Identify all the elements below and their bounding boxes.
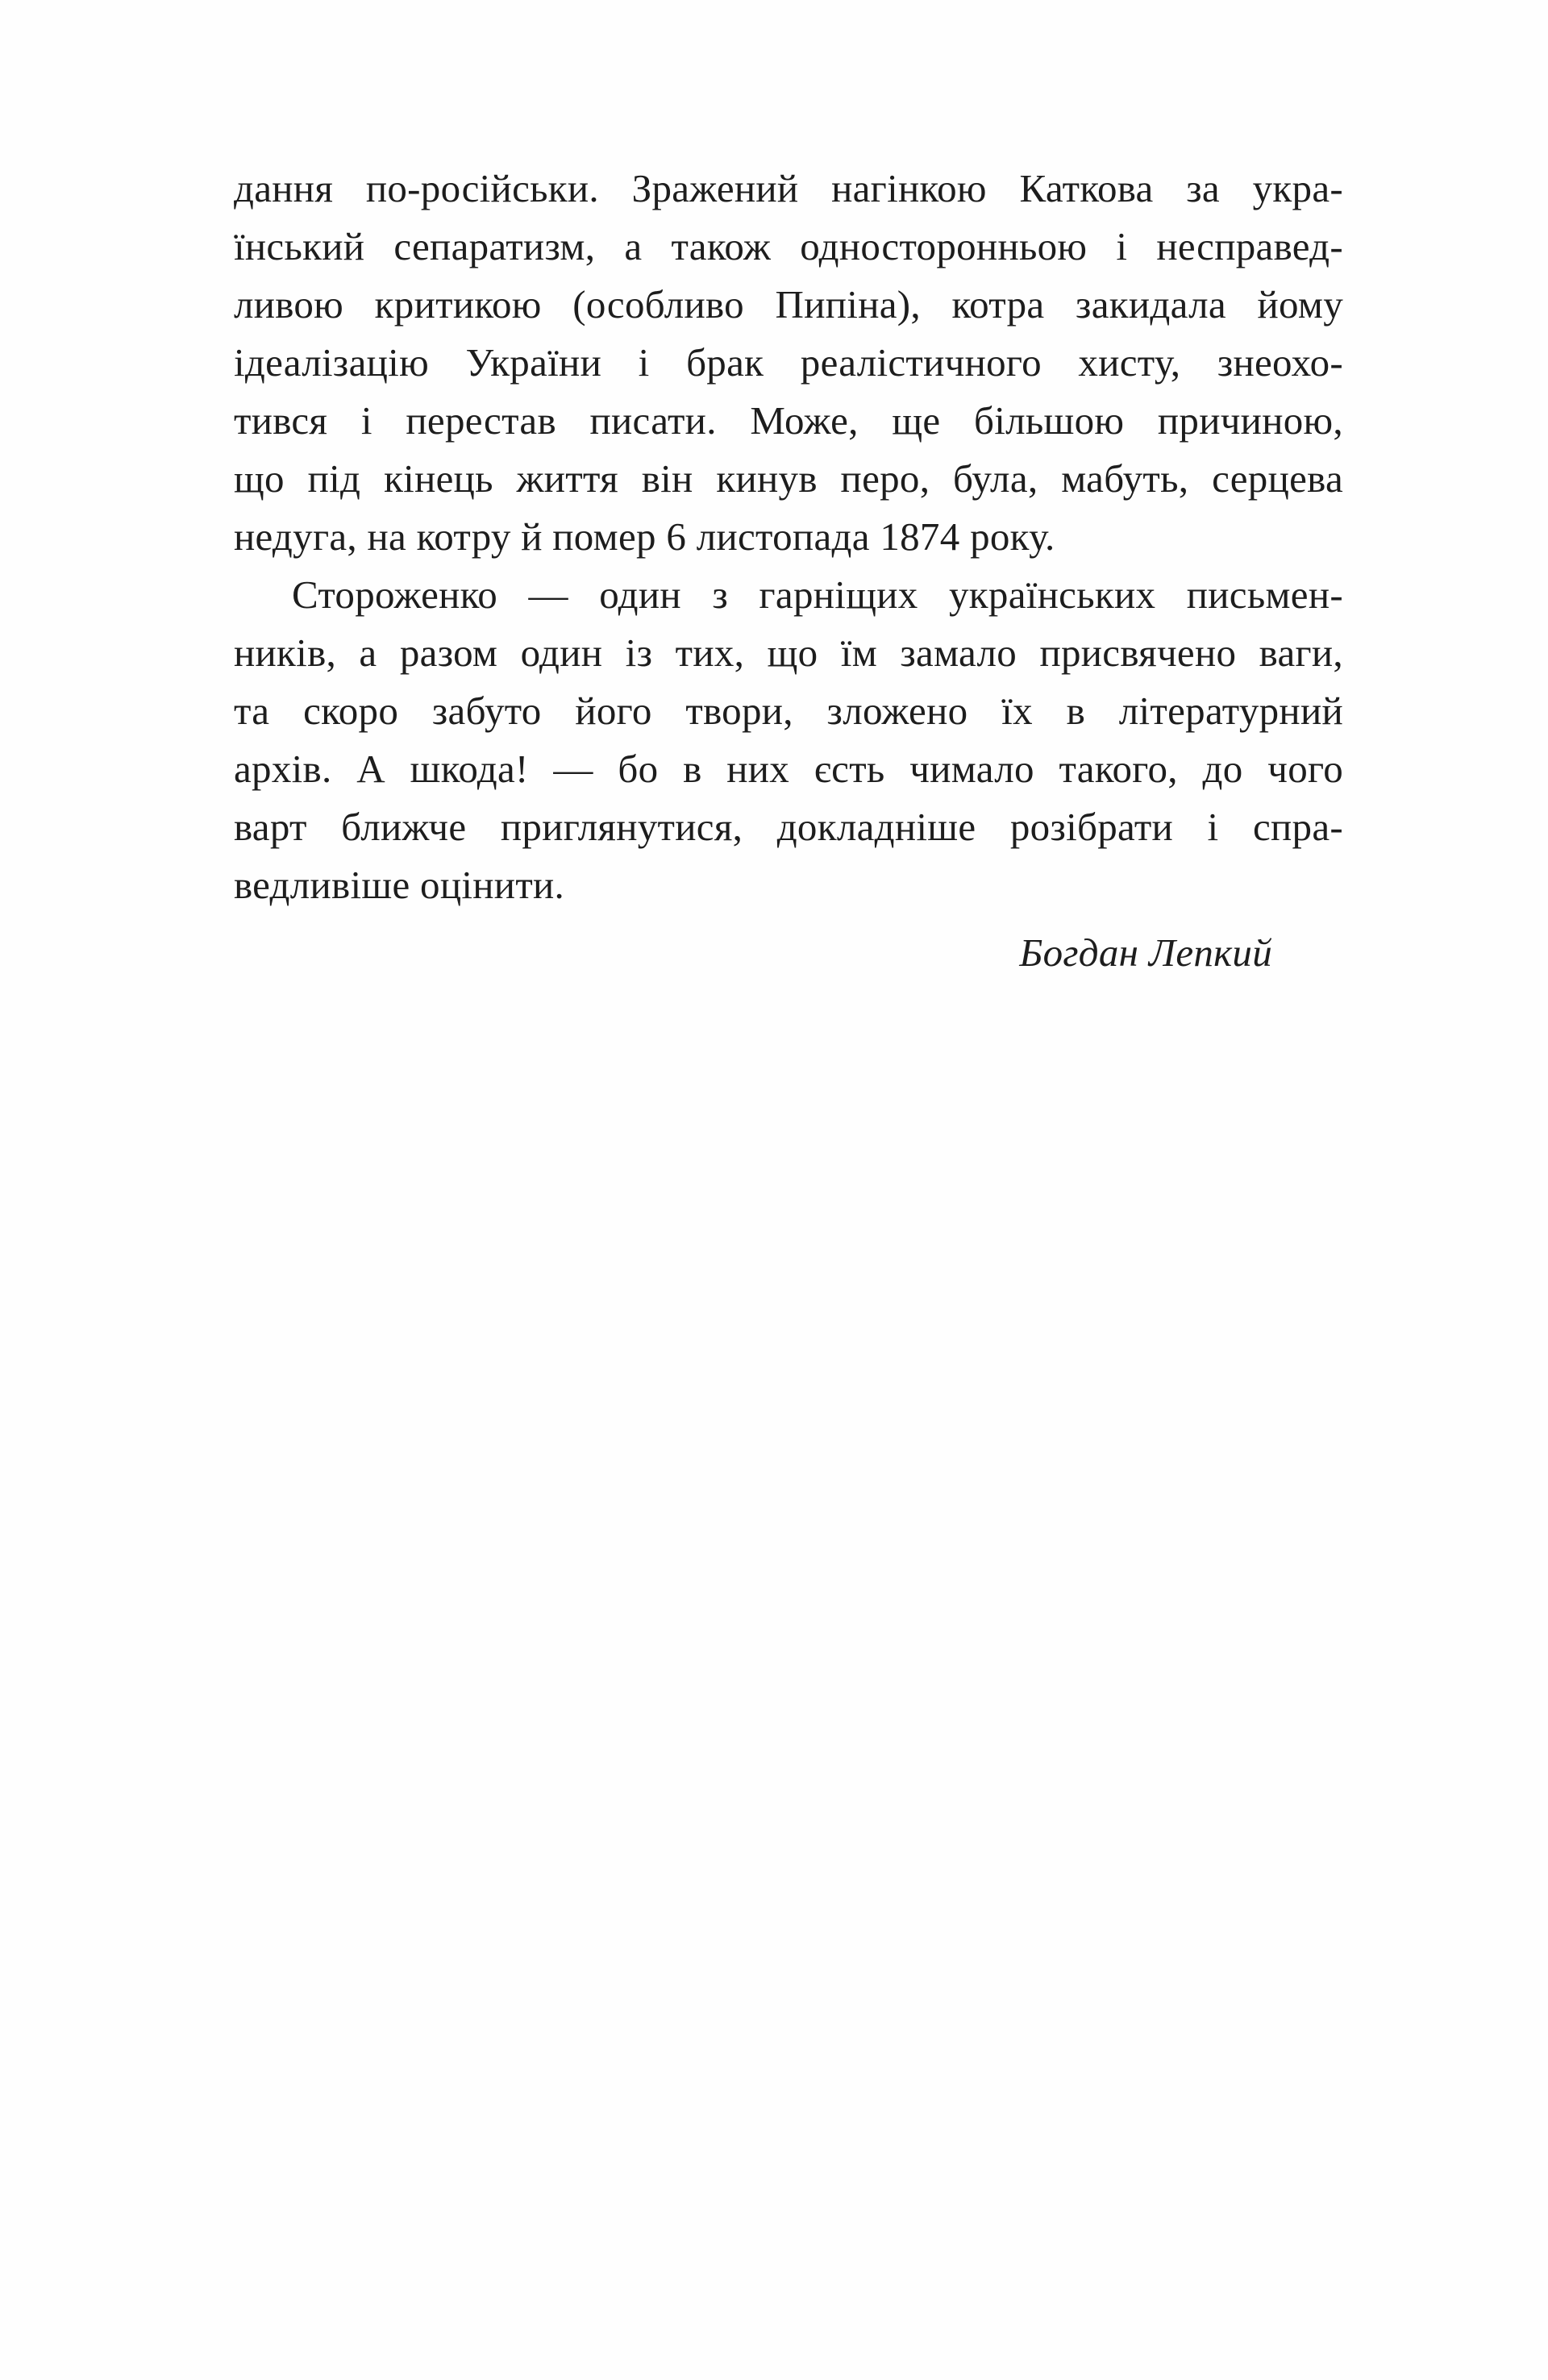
text-line: дання по-російськи. Зражений нагінкою Каткова за укра- bbox=[234, 166, 1343, 210]
text-line: що під кінець життя він кинув перо, була, мабуть, серцева bbox=[234, 456, 1343, 501]
text-line: їнський сепаратизм, а також односторонньою і несправед- bbox=[234, 224, 1343, 268]
author-signature: Богдан Лепкий bbox=[1019, 930, 1272, 975]
text-line: Стороженко — один з гарніщих українських письмен- bbox=[292, 572, 1343, 617]
paragraph-1 bbox=[234, 160, 1343, 566]
text-line: архів. А шкода! — бо в них єсть чимало такого, до чого bbox=[234, 747, 1343, 791]
text-line: ведливіше оцінити. bbox=[234, 863, 565, 907]
text-line: та скоро забуто його твори, зложено їх в літературний bbox=[234, 689, 1343, 733]
text-line: ників, а разом один із тих, що їм замало присвячено ваги, bbox=[234, 630, 1343, 675]
text-block bbox=[234, 160, 1343, 982]
text-line: тився і перестав писати. Може, ще більшою причиною, bbox=[234, 398, 1343, 443]
text-line: недуга, на котру й помер 6 листопада 1874 року. bbox=[234, 514, 1055, 559]
text-line: ідеалізацію України і брак реалістичного хисту, знеохо- bbox=[234, 340, 1343, 385]
text-line: варт ближче приглянутися, докладніше розібрати і спра- bbox=[234, 805, 1343, 849]
paragraph-2 bbox=[234, 566, 1343, 914]
text-line: ливою критикою (особливо Пипіна), котра закидала йому bbox=[234, 282, 1343, 327]
